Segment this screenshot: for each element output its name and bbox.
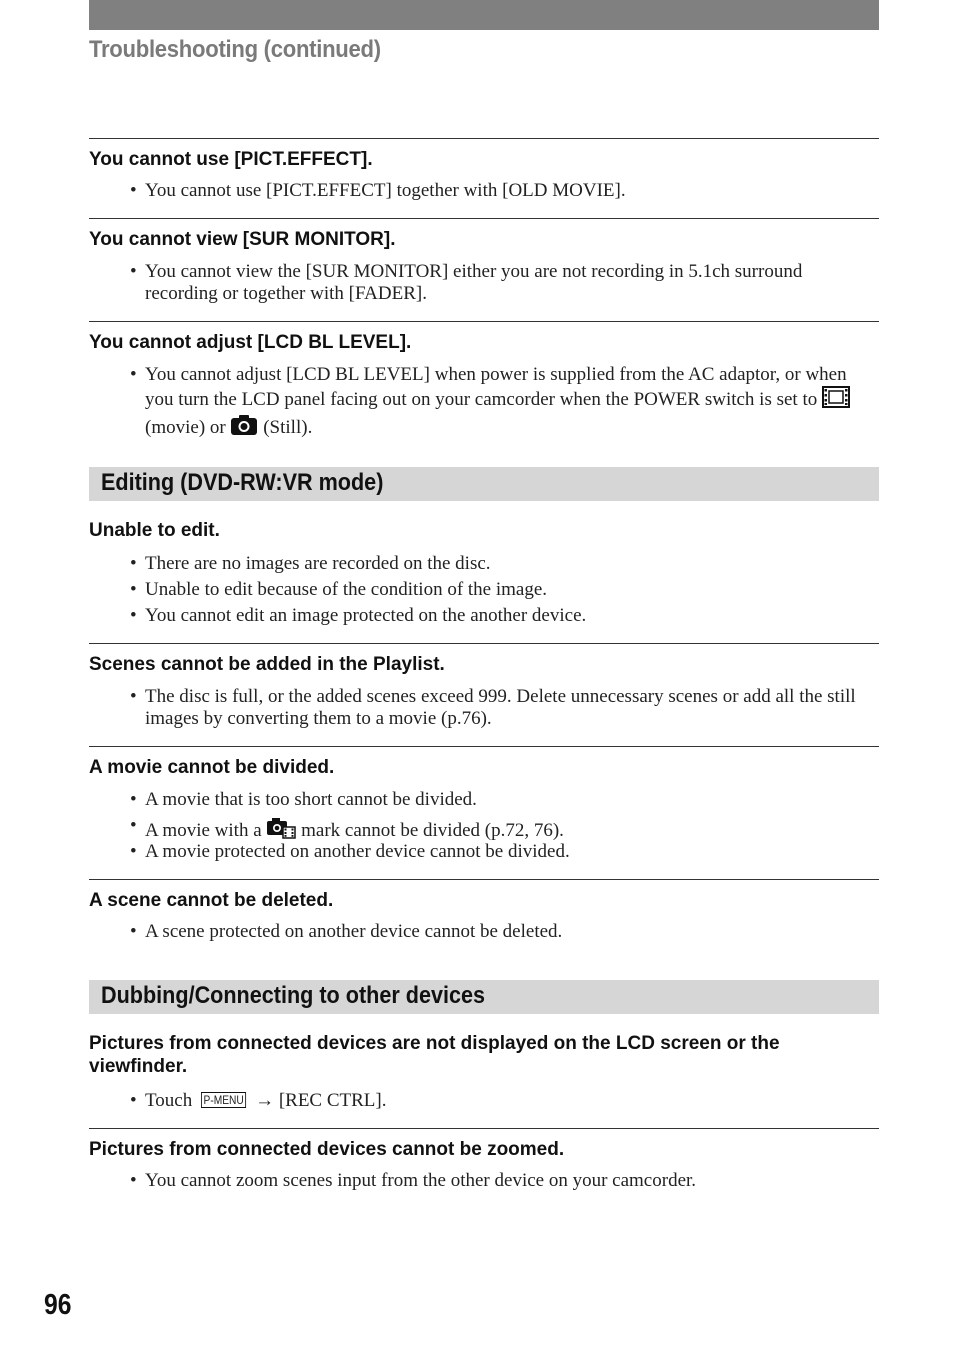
question-playlist: Scenes cannot be added in the Playlist. [89,654,445,675]
question-scene-deleted: A scene cannot be deleted. [89,890,334,911]
list-item: • You cannot use [PICT.EFFECT] together with [OLD MOVIE]. [130,180,626,201]
question-movie-divided: A movie cannot be divided. [89,757,335,778]
divider [89,879,879,880]
running-title: Troubleshooting (continued) [89,36,381,63]
list-item: • The disc is full, or the added scenes exceed 999. Delete unnecessary scenes or add all the still images by converting them to a movie (p.76). [130,686,856,729]
section-heading-dubbing: Dubbing/Connecting to other devices [89,980,879,1014]
divider [89,1128,879,1129]
list-item: • Touch P-MENU → [REC CTRL]. [130,1090,387,1111]
list-item: • A movie that is too short cannot be divided. [130,789,477,810]
p-menu-button-icon: P-MENU [201,1092,246,1108]
question-not-displayed: Pictures from connected devices are not displayed on the LCD screen or the viewfinder. [89,1033,780,1077]
section-heading-editing: Editing (DVD-RW:VR mode) [89,467,879,501]
question-lcd-bl-level: You cannot adjust [LCD BL LEVEL]. [89,332,412,353]
question-unable-to-edit: Unable to edit. [89,520,220,541]
divider [89,218,879,219]
movie-mode-icon [822,386,850,414]
bullet: • [130,364,137,385]
list-item: • You cannot view the [SUR MONITOR] either you are not recording in 5.1ch surround recording or together with [FADER]. [130,261,803,304]
divider [89,746,879,747]
divider [89,138,879,139]
question-cannot-zoom: Pictures from connected devices cannot be zoomed. [89,1139,565,1160]
header-bar [89,0,879,30]
list-item: • You cannot adjust [LCD BL LEVEL] when power is supplied from the AC adaptor, or when you turn the LCD panel facing out on your camcorder when the POWER switch is set to (movie) or (Still). [130,364,879,442]
page-number: 96 [44,1289,72,1321]
camera-still-icon [230,414,258,442]
list-item: • Unable to edit because of the condition of the image. [130,579,548,600]
question-pict-effect: You cannot use [PICT.EFFECT]. [89,149,373,170]
list-item: • A scene protected on another device cannot be deleted. [130,921,563,942]
list-item: • A movie with a mark cannot be divided (p.72, 76). [130,815,879,845]
bullet: • [130,180,137,201]
list-item: • There are no images are recorded on the disc. [130,553,491,574]
list-item: • A movie protected on another device cannot be divided. [130,841,570,862]
list-item: • You cannot zoom scenes input from the other device on your camcorder. [130,1170,697,1191]
question-sur-monitor: You cannot view [SUR MONITOR]. [89,229,396,250]
list-item: • You cannot edit an image protected on the another device. [130,605,587,626]
divider [89,643,879,644]
arrow-icon: → [255,1090,275,1111]
divider [89,321,879,322]
bullet: • [130,261,137,282]
